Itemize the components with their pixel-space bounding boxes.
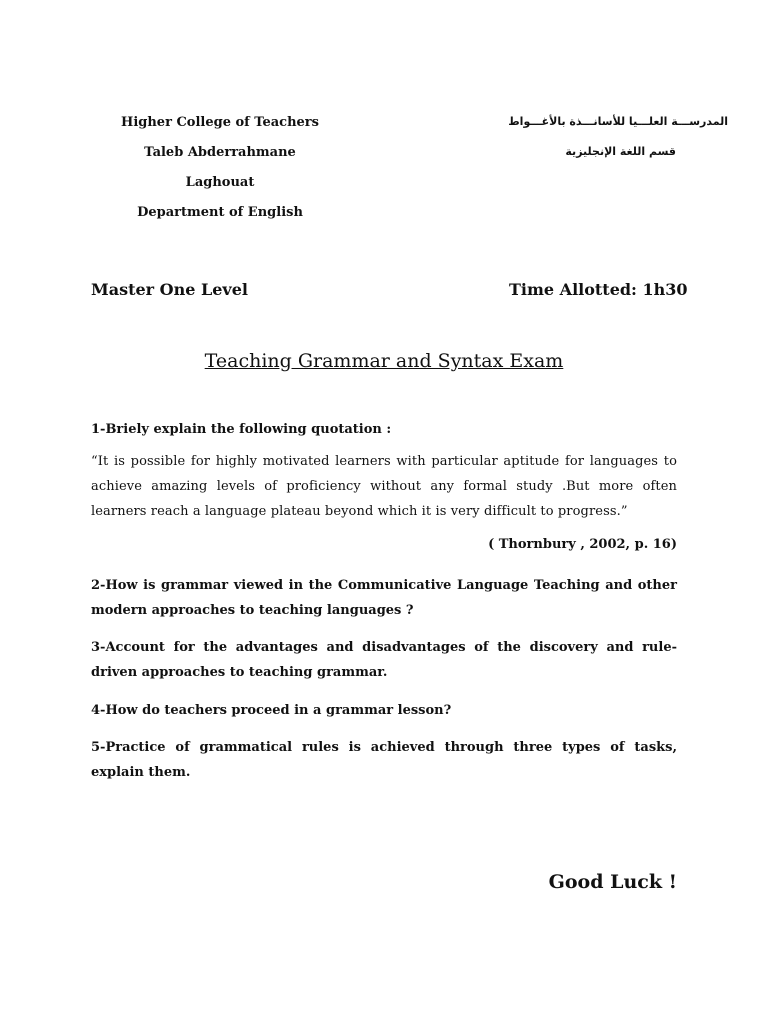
institution-city: Laghouat (185, 175, 255, 190)
closing-message: Good Luck ! (548, 871, 677, 893)
question-4: 4-How do teachers proceed in a grammar lesson? (91, 703, 452, 718)
arabic-institution-block (428, 114, 728, 164)
institution-founder: Taleb Abderrahmane (144, 145, 296, 160)
exam-level: Master One Level (91, 280, 248, 299)
quotation-citation: ( Thornbury , 2002, p. 16) (488, 537, 677, 552)
question-2: 2-How is grammar viewed in the Communicative Language Teaching and other modern approaches to teaching languages ? (91, 578, 677, 618)
question-5: 5-Practice of grammatical rules is achieved through three types of tasks, explain them. (91, 740, 677, 780)
quotation-text: “It is possible for highly motivated learners with particular aptitude for languages to achieve amazing levels of proficiency without any formal study .But more often learners reach a language plateau beyond which it is very difficult to progress.” (91, 454, 677, 519)
exam-title: Teaching Grammar and Syntax Exam (204, 350, 564, 372)
institution-name: Higher College of Teachers (121, 115, 319, 130)
question-1: 1-Briely explain the following quotation : (91, 422, 392, 437)
department-name: Department of English (137, 205, 303, 220)
time-allotted: Time Allotted: 1h30 (509, 280, 688, 299)
question-3: 3-Account for the advantages and disadvantages of the discovery and rule-driven approaches to teaching grammar. (91, 640, 677, 680)
arabic-department-name: قسم اللغة الإنجليزية (565, 145, 676, 158)
institution-block (100, 114, 340, 234)
arabic-institution-name: المدرســـة العلـــيا للأسانـــذة بالأغـــواط (508, 115, 728, 128)
